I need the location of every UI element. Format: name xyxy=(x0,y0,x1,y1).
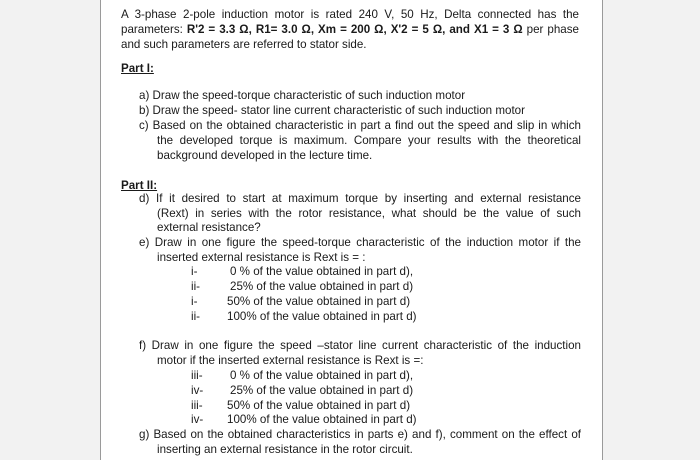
f-item-1-text: 0 % of the value obtained in part d), xyxy=(230,369,414,382)
e-item-1-number: i- xyxy=(191,265,198,278)
e-item-3-number: i- xyxy=(191,295,198,308)
motor-parameters: R'2 = 3.3 Ω, R1= 3.0 Ω, Xm = 200 Ω, X'2 = 5 Ω, and X1 = 3 Ω xyxy=(186,23,523,36)
f-item-1-number: iii- xyxy=(191,369,203,382)
e-item-2-number: ii- xyxy=(191,280,201,293)
question-f-line-1: f) Draw in one figure the speed –stator line current characteristic of the induction xyxy=(139,339,581,352)
part-1-heading: Part I: xyxy=(121,62,154,75)
f-item-3-text: 50% of the value obtained in part d) xyxy=(227,399,411,412)
question-e-line-1: e) Draw in one figure the speed-torque characteristic of the induction motor if the xyxy=(139,236,581,249)
e-item-3-text: 50% of the value obtained in part d) xyxy=(227,295,411,308)
intro-line-2 xyxy=(121,23,579,37)
question-a: a) Draw the speed-torque characteristic of such induction motor xyxy=(139,89,466,102)
intro-line-3: and such parameters are referred to stator side. xyxy=(121,38,367,51)
f-item-4-text: 100% of the value obtained in part d) xyxy=(227,413,417,426)
e-item-1-text: 0 % of the value obtained in part d), xyxy=(230,265,414,278)
question-d-line-1: d) If it desired to start at maximum torque by inserting and external resistance xyxy=(139,192,581,205)
question-d-line-3: external resistance? xyxy=(157,221,261,234)
question-g-line-1: g) Based on the obtained characteristics in parts e) and f), comment on the effect of xyxy=(139,428,581,441)
f-item-3-number: iii- xyxy=(191,399,203,412)
e-item-2-text: 25% of the value obtained in part d) xyxy=(230,280,414,293)
document-page xyxy=(100,0,603,460)
question-g-line-2: inserting an external resistance in the rotor circuit. xyxy=(157,443,413,456)
intro-line-1: A 3-phase 2-pole induction motor is rated 240 V, 50 Hz, Delta connected has the xyxy=(121,8,579,21)
f-item-4-number: iv- xyxy=(191,413,204,426)
e-item-4-text: 100% of the value obtained in part d) xyxy=(227,310,417,323)
question-b: b) Draw the speed- stator line current characteristic of such induction motor xyxy=(139,104,525,117)
question-f-line-2: motor if the inserted external resistance is Rext is =: xyxy=(157,354,424,367)
question-c-line-1: c) Based on the obtained characteristic in part a find out the speed and slip in which xyxy=(139,119,581,132)
question-e-line-2: inserted external resistance is Rext is = : xyxy=(157,251,366,264)
question-c-line-3: background developed in the lecture time. xyxy=(157,149,373,162)
part-2-heading: Part II: xyxy=(121,179,158,192)
f-item-2-text: 25% of the value obtained in part d) xyxy=(230,384,414,397)
intro-line-2-prefix: parameters: xyxy=(121,23,187,36)
question-d-line-2: (Rext) in series with the rotor resistance, what should be the value of such xyxy=(157,207,581,220)
question-c-line-2: the developed torque is maximum. Compare your results with the theoretical xyxy=(157,134,581,147)
intro-line-2-suffix: per phase xyxy=(522,23,579,36)
f-item-2-number: iv- xyxy=(191,384,204,397)
e-item-4-number: ii- xyxy=(191,310,201,323)
